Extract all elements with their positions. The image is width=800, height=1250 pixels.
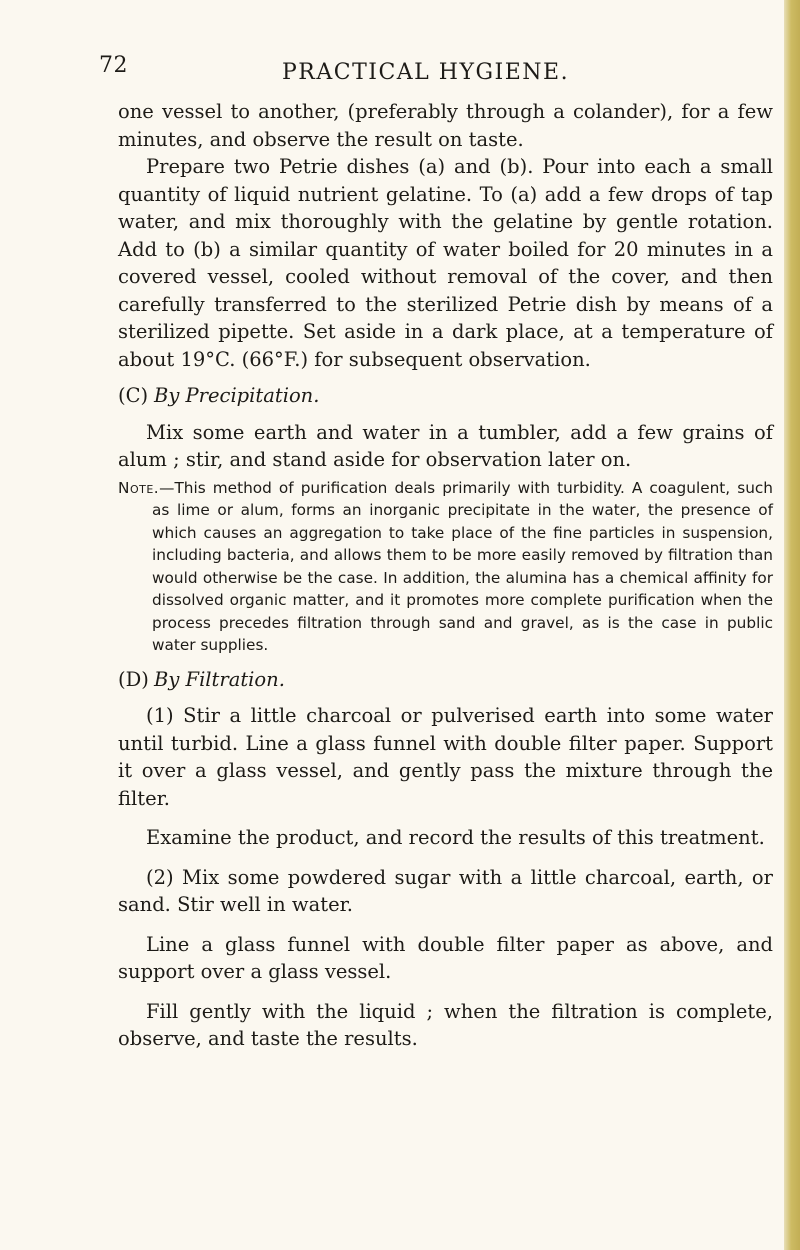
note-label: Note. <box>118 478 160 497</box>
paragraph-petrie-dishes: Prepare two Petrie dishes (a) and (b). Pour into each a small quantity of liquid nutrient gelatine. To (a) add a few drops of tap water, and mix thoroughly with the gelatine by gentle rotation. Add to (b) a similar quantity of water boiled for 20 minutes in a covered vessel, cooled without removal of the cover, and then carefully transferred to the sterilized Petrie dish by means of a sterilized pipette. Set aside in a dark place, at a temperature of about 19°C. (66°F.) for subsequent observation. <box>118 155 773 371</box>
section-mark-c: (C) <box>118 384 149 407</box>
section-heading-c <box>118 382 773 410</box>
paragraph-filtration-1: (1) Stir a little charcoal or pulverised earth into some water until turbid. Line a glass funnel with double filter paper. Support it over a glass vessel, and gently pass the mixture through the filter. <box>118 704 773 810</box>
section-title-d: By Filtration. <box>154 667 285 691</box>
paragraph-continuation: one vessel to another, (preferably through a colander), for a few minutes, and observe the result on taste. <box>118 100 773 151</box>
paragraph-fill-gently: Fill gently with the liquid ; when the filtration is complete, observe, and taste the results. <box>118 999 773 1050</box>
paragraph-line-funnel: Line a glass funnel with double filter paper as above, and support over a glass vessel. <box>118 932 773 983</box>
paragraph-precipitation: Mix some earth and water in a tumbler, add a few grains of alum ; stir, and stand aside for observation later on. <box>118 420 773 471</box>
section-title-c: By Precipitation. <box>154 384 320 407</box>
section-heading-d <box>118 666 773 694</box>
paragraph-filtration-2: (2) Mix some powdered sugar with a little charcoal, earth, or sand. Stir well in water. <box>118 865 773 916</box>
page-edge <box>784 0 800 1250</box>
page-number: 72 <box>99 53 128 78</box>
paragraph-examine-product: Examine the product, and record the results of this treatment. <box>146 826 765 849</box>
note-text: —This method of purification deals primarily with turbidity. A coagulent, such as lime or alum, forms an inorganic precipitate in the water, the presence of which causes an aggregation to take place of the fine particles in suspension, including bacteria, and allows them to be more easily removed by filtration than would otherwise be the case. In addition, the alumina has a chemical affinity for dissolved organic matter, and it promotes more complete purification when the process precedes filtration through sand and gravel, as is the case in public water supplies. <box>152 478 773 654</box>
section-mark-d: (D) <box>118 667 149 691</box>
note-paragraph <box>118 477 773 657</box>
running-title: PRACTICAL HYGIENE. <box>282 60 570 85</box>
text-block <box>118 98 773 1053</box>
